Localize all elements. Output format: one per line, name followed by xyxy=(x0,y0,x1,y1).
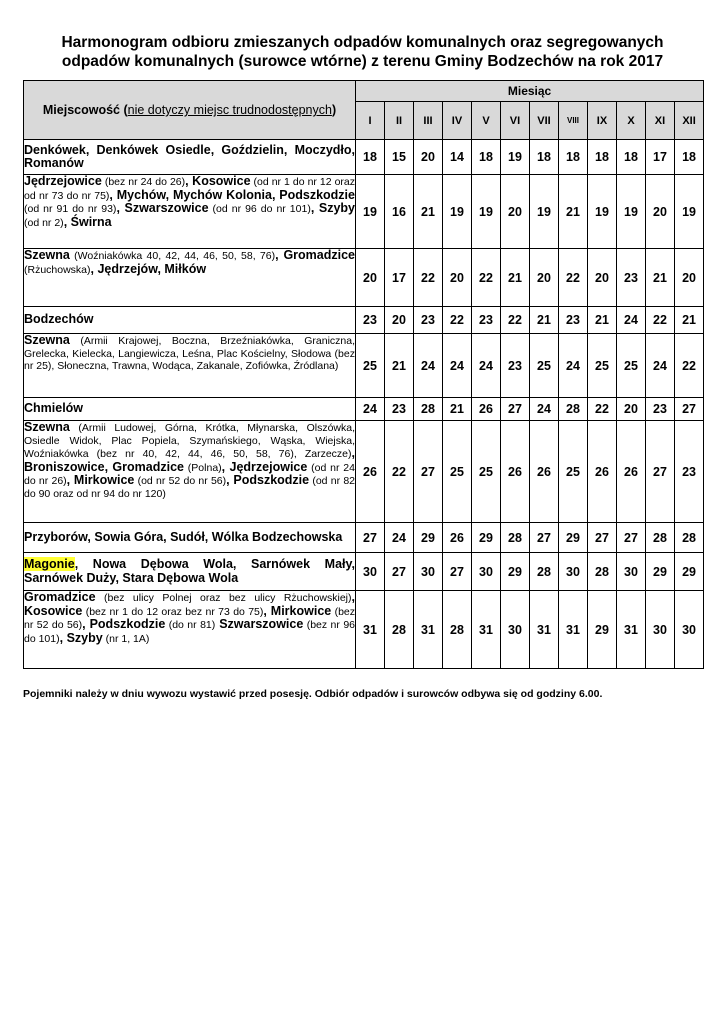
pickup-day-cell: 27 xyxy=(617,523,646,553)
location-name: Chmielów xyxy=(24,401,84,416)
location-detail: (Polna) xyxy=(183,461,222,474)
location-detail: (bez ulicy Polnej oraz bez ulicy Rżuchowskiej) xyxy=(95,592,352,604)
pickup-day-cell: 25 xyxy=(443,421,472,523)
pickup-day-cell: 24 xyxy=(530,398,559,421)
pickup-day-cell: 23 xyxy=(617,249,646,307)
pickup-day-cell: 30 xyxy=(559,553,588,591)
pickup-day-cell: 20 xyxy=(443,249,472,307)
month-header: II xyxy=(385,102,414,140)
pickup-day-cell: 26 xyxy=(356,421,385,523)
month-header: VII xyxy=(530,102,559,140)
month-header: I xyxy=(356,102,385,140)
location-cell xyxy=(24,398,356,421)
pickup-day-cell: 23 xyxy=(414,307,443,334)
pickup-day-cell: 18 xyxy=(588,140,617,175)
location-cell xyxy=(24,591,356,669)
pickup-day-cell: 23 xyxy=(501,334,530,398)
pickup-day-cell: 19 xyxy=(530,175,559,249)
location-name: , Mirkowice xyxy=(263,603,332,618)
location-name: Szewna xyxy=(24,248,70,262)
pickup-day-cell: 28 xyxy=(443,591,472,669)
location-detail: (od nr 52 do nr 56) xyxy=(134,475,227,487)
pickup-day-cell: 18 xyxy=(356,140,385,175)
location-cell xyxy=(24,307,356,334)
location-cell xyxy=(24,249,356,307)
location-name: , Gromadzice xyxy=(275,248,355,262)
location-label: Miejscowość xyxy=(42,103,121,117)
location-name: , Jędrzejów, Miłków xyxy=(90,261,207,276)
pickup-day-cell: 25 xyxy=(617,334,646,398)
pickup-day-cell: 25 xyxy=(559,421,588,523)
pickup-day-cell: 21 xyxy=(559,175,588,249)
location-name: , Broniszowice, Gromadzice xyxy=(24,446,355,474)
schedule-row xyxy=(24,591,704,669)
schedule-row xyxy=(24,553,704,591)
pickup-day-cell: 19 xyxy=(501,140,530,175)
location-cell xyxy=(24,523,356,553)
month-header: VI xyxy=(501,102,530,140)
location-name: , Nowa Dębowa Wola, Sarnówek Mały, Sarnówek Duży, Stara Dębowa Wola xyxy=(24,557,355,585)
pickup-day-cell: 27 xyxy=(588,523,617,553)
pickup-day-cell: 23 xyxy=(385,398,414,421)
pickup-day-cell: 30 xyxy=(472,553,501,591)
location-detail: (Armii Krajowej, Boczna, Brzeźniakówka, Graniczna, Grelecka, Kielecka, Langiewicza, Leśna, Plac Kościelny, Słodowa (bez nr 25), Słoneczna, Trawna, Wodąca, Zakanale, Zofiówka, Źródlana) xyxy=(24,335,355,372)
location-detail: (Armii Ludowej, Górna, Krótka, Młynarska, Olszówka, Osiedle Widok, Plac Popiela, Szymańskiego, Wąska, Wiejska, Woźniakówka (bez nr 40, 42, 44, 46, 50, 58, 76), Zarzecze) xyxy=(24,422,355,460)
location-name-highlighted: Magonie xyxy=(24,557,75,571)
pickup-day-cell: 19 xyxy=(588,175,617,249)
pickup-day-cell: 29 xyxy=(588,591,617,669)
pickup-day-cell: 28 xyxy=(414,398,443,421)
location-cell xyxy=(24,140,356,175)
pickup-day-cell: 29 xyxy=(472,523,501,553)
location-name: , Kosowice xyxy=(24,590,355,618)
pickup-day-cell: 23 xyxy=(559,307,588,334)
location-name: , Szwarszowice xyxy=(116,201,209,215)
pickup-day-cell: 22 xyxy=(588,398,617,421)
pickup-day-cell: 27 xyxy=(530,523,559,553)
location-note: nie dotyczy miejsc trudnodostępnych xyxy=(127,103,332,117)
location-column-header: Miejscowość (nie dotyczy miejsc trudnodostępnych) xyxy=(24,81,356,140)
location-name: Jędrzejowice xyxy=(24,174,102,188)
schedule-table xyxy=(23,80,704,669)
pickup-day-cell: 19 xyxy=(443,175,472,249)
location-detail: (od nr 96 do nr 101) xyxy=(208,203,311,215)
pickup-day-cell: 19 xyxy=(472,175,501,249)
title-line-2: odpadów komunalnych (surowce wtórne) z terenu Gminy Bodzechów na rok 2017 xyxy=(61,53,664,70)
pickup-day-cell: 23 xyxy=(356,307,385,334)
schedule-row xyxy=(24,140,704,175)
pickup-day-cell: 22 xyxy=(385,421,414,523)
month-header: III xyxy=(414,102,443,140)
pickup-day-cell: 31 xyxy=(414,591,443,669)
pickup-day-cell: 24 xyxy=(414,334,443,398)
title-line-1: Harmonogram odbioru zmieszanych odpadów komunalnych oraz segregowanych xyxy=(61,34,664,51)
pickup-day-cell: 20 xyxy=(356,249,385,307)
pickup-day-cell: 14 xyxy=(443,140,472,175)
pickup-day-cell: 20 xyxy=(675,249,704,307)
pickup-day-cell: 31 xyxy=(559,591,588,669)
pickup-day-cell: 16 xyxy=(385,175,414,249)
pickup-day-cell: 25 xyxy=(356,334,385,398)
location-cell xyxy=(24,175,356,249)
pickup-day-cell: 27 xyxy=(675,398,704,421)
pickup-day-cell: 29 xyxy=(559,523,588,553)
pickup-day-cell: 26 xyxy=(530,421,559,523)
month-group-header: Miesiąc xyxy=(356,81,704,102)
pickup-day-cell: 30 xyxy=(414,553,443,591)
location-name: Denkówek, Denkówek Osiedle, Goździelin, Moczydło, Romanów xyxy=(24,142,355,170)
pickup-day-cell: 28 xyxy=(559,398,588,421)
location-detail: (bez nr 1 do 12 oraz bez nr 73 do 75) xyxy=(82,605,264,618)
pickup-day-cell: 30 xyxy=(617,553,646,591)
pickup-day-cell: 31 xyxy=(530,591,559,669)
location-detail: (bez nr 96 do 101) xyxy=(24,619,355,645)
location-name: Szwarszowice xyxy=(215,617,304,631)
month-header: VIII xyxy=(559,102,588,140)
location-cell xyxy=(24,553,356,591)
month-header: V xyxy=(472,102,501,140)
pickup-day-cell: 31 xyxy=(617,591,646,669)
pickup-day-cell: 29 xyxy=(501,553,530,591)
pickup-day-cell: 23 xyxy=(472,307,501,334)
location-detail: (do nr 81) xyxy=(165,619,216,631)
schedule-row xyxy=(24,398,704,421)
pickup-day-cell: 22 xyxy=(646,307,675,334)
pickup-day-cell: 15 xyxy=(385,140,414,175)
pickup-day-cell: 21 xyxy=(385,334,414,398)
pickup-day-cell: 17 xyxy=(385,249,414,307)
pickup-day-cell: 22 xyxy=(472,249,501,307)
pickup-day-cell: 19 xyxy=(617,175,646,249)
location-name: Przyborów, Sowia Góra, Sudół, Wólka Bodzechowska xyxy=(24,529,343,544)
location-name: Szewna xyxy=(24,333,70,347)
pickup-day-cell: 24 xyxy=(385,523,414,553)
location-cell xyxy=(24,421,356,523)
pickup-day-cell: 24 xyxy=(472,334,501,398)
schedule-row xyxy=(24,334,704,398)
pickup-day-cell: 30 xyxy=(675,591,704,669)
location-cell xyxy=(24,334,356,398)
pickup-day-cell: 27 xyxy=(646,421,675,523)
location-name: , Jędrzejowice xyxy=(221,459,308,474)
pickup-day-cell: 21 xyxy=(530,307,559,334)
pickup-day-cell: 30 xyxy=(646,591,675,669)
pickup-day-cell: 26 xyxy=(472,398,501,421)
pickup-day-cell: 22 xyxy=(559,249,588,307)
pickup-day-cell: 29 xyxy=(675,553,704,591)
pickup-day-cell: 26 xyxy=(443,523,472,553)
pickup-day-cell: 20 xyxy=(530,249,559,307)
pickup-day-cell: 21 xyxy=(675,307,704,334)
month-header: X xyxy=(617,102,646,140)
pickup-day-cell: 20 xyxy=(646,175,675,249)
pickup-day-cell: 18 xyxy=(559,140,588,175)
pickup-day-cell: 28 xyxy=(385,591,414,669)
location-name: , Szyby xyxy=(59,630,103,645)
pickup-day-cell: 24 xyxy=(559,334,588,398)
location-detail: (od nr 91 do nr 93) xyxy=(24,203,117,215)
pickup-day-cell: 18 xyxy=(675,140,704,175)
location-detail: (od nr 2) xyxy=(24,216,64,229)
location-detail: (Woźniakówka 40, 42, 44, 46, 50, 58, 76) xyxy=(69,250,276,262)
month-header: IX xyxy=(588,102,617,140)
pickup-day-cell: 25 xyxy=(588,334,617,398)
location-name: , Szyby xyxy=(310,201,355,215)
pickup-day-cell: 28 xyxy=(501,523,530,553)
location-detail: (nr 1, 1A) xyxy=(102,632,150,645)
month-header: XI xyxy=(646,102,675,140)
pickup-day-cell: 19 xyxy=(356,175,385,249)
pickup-day-cell: 20 xyxy=(617,398,646,421)
location-detail: (bez nr 52 do 56) xyxy=(24,605,356,631)
pickup-day-cell: 22 xyxy=(675,334,704,398)
pickup-day-cell: 26 xyxy=(588,421,617,523)
pickup-day-cell: 21 xyxy=(501,249,530,307)
pickup-day-cell: 24 xyxy=(617,307,646,334)
pickup-day-cell: 28 xyxy=(646,523,675,553)
pickup-day-cell: 24 xyxy=(443,334,472,398)
location-detail: (od nr 24 do nr 26) xyxy=(24,461,355,487)
schedule-row xyxy=(24,175,704,249)
location-detail: (od nr 82 do 90 oraz od nr 94 do nr 120) xyxy=(24,475,355,500)
pickup-day-cell: 20 xyxy=(588,249,617,307)
pickup-day-cell: 19 xyxy=(675,175,704,249)
location-detail: (od nr 1 do nr 12 oraz od nr 73 do nr 75) xyxy=(24,176,356,202)
pickup-day-cell: 23 xyxy=(675,421,704,523)
location-name: Szewna xyxy=(24,420,70,434)
pickup-day-cell: 28 xyxy=(588,553,617,591)
pickup-day-cell: 17 xyxy=(646,140,675,175)
month-header: IV xyxy=(443,102,472,140)
location-name: , Mirkowice xyxy=(66,473,135,487)
pickup-day-cell: 26 xyxy=(501,421,530,523)
location-name: , Podszkodzie xyxy=(82,617,166,631)
location-name: , Mychów, Mychów Kolonia, Podszkodzie xyxy=(109,187,355,202)
pickup-day-cell: 29 xyxy=(414,523,443,553)
pickup-day-cell: 27 xyxy=(414,421,443,523)
month-header: XII xyxy=(675,102,704,140)
schedule-row xyxy=(24,421,704,523)
location-name: , Świrna xyxy=(63,214,112,229)
pickup-day-cell: 31 xyxy=(356,591,385,669)
pickup-day-cell: 21 xyxy=(443,398,472,421)
pickup-day-cell: 18 xyxy=(530,140,559,175)
document-title xyxy=(20,33,705,71)
pickup-day-cell: 29 xyxy=(646,553,675,591)
footer-note: Pojemniki należy w dniu wywozu wystawić przed posesję. Odbiór odpadów i surowców odbywa się od godziny 6.00. xyxy=(23,688,603,700)
pickup-day-cell: 26 xyxy=(617,421,646,523)
pickup-day-cell: 22 xyxy=(501,307,530,334)
pickup-day-cell: 27 xyxy=(443,553,472,591)
pickup-day-cell: 27 xyxy=(501,398,530,421)
pickup-day-cell: 22 xyxy=(414,249,443,307)
location-name: Bodzechów xyxy=(24,312,94,327)
pickup-day-cell: 23 xyxy=(646,398,675,421)
pickup-day-cell: 24 xyxy=(356,398,385,421)
location-name: , Kosowice xyxy=(185,174,251,188)
schedule-body xyxy=(24,140,704,669)
pickup-day-cell: 22 xyxy=(443,307,472,334)
pickup-day-cell: 21 xyxy=(414,175,443,249)
pickup-day-cell: 20 xyxy=(385,307,414,334)
pickup-day-cell: 25 xyxy=(530,334,559,398)
pickup-day-cell: 20 xyxy=(501,175,530,249)
pickup-day-cell: 18 xyxy=(472,140,501,175)
pickup-day-cell: 30 xyxy=(501,591,530,669)
pickup-day-cell: 25 xyxy=(472,421,501,523)
pickup-day-cell: 21 xyxy=(646,249,675,307)
schedule-row xyxy=(24,307,704,334)
pickup-day-cell: 21 xyxy=(588,307,617,334)
pickup-day-cell: 28 xyxy=(675,523,704,553)
schedule-row xyxy=(24,249,704,307)
pickup-day-cell: 27 xyxy=(385,553,414,591)
pickup-day-cell: 27 xyxy=(356,523,385,553)
pickup-day-cell: 20 xyxy=(414,140,443,175)
schedule-row xyxy=(24,523,704,553)
pickup-day-cell: 30 xyxy=(356,553,385,591)
pickup-day-cell: 24 xyxy=(646,334,675,398)
pickup-day-cell: 18 xyxy=(617,140,646,175)
location-name: , Podszkodzie xyxy=(226,473,310,487)
location-detail: (bez nr 24 do 26) xyxy=(101,176,186,188)
location-name: Gromadzice xyxy=(24,590,96,604)
pickup-day-cell: 28 xyxy=(530,553,559,591)
location-detail: (Rżuchowska) xyxy=(24,263,91,276)
pickup-day-cell: 31 xyxy=(472,591,501,669)
